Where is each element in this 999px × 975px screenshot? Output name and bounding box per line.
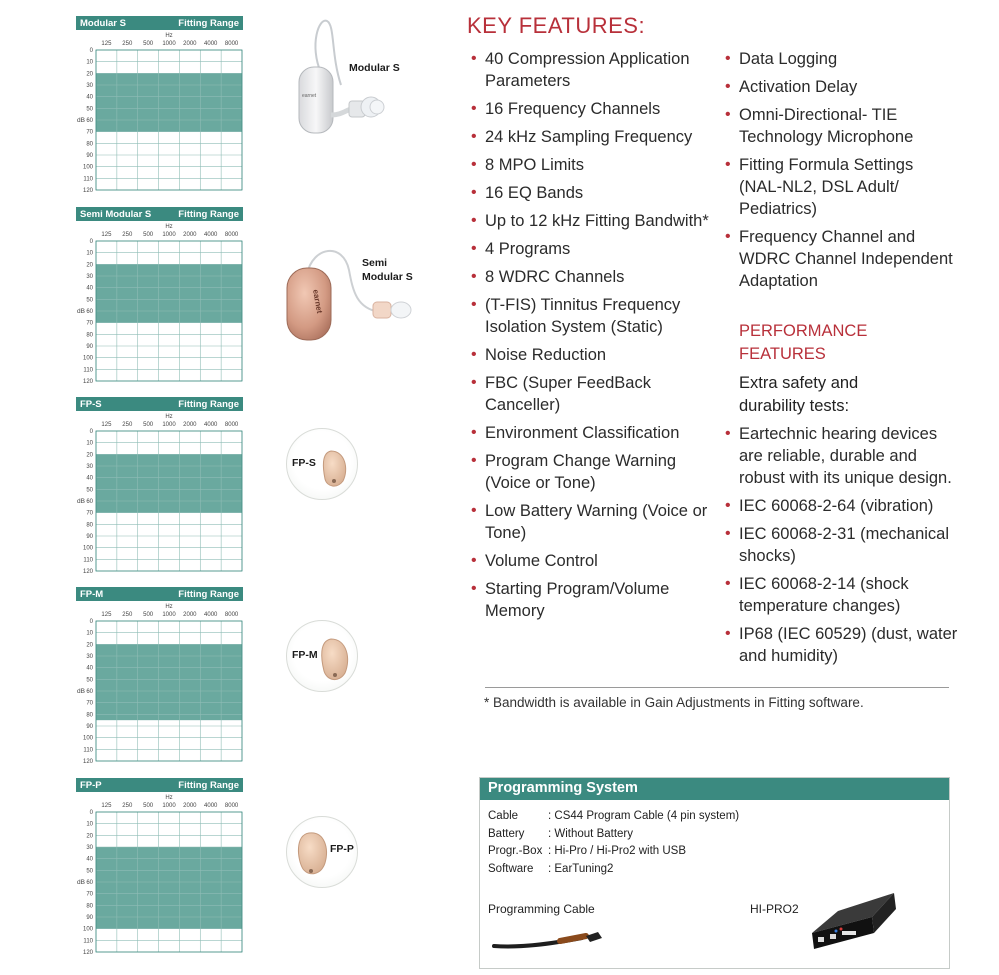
y-tick-label: 10 bbox=[86, 630, 93, 637]
feature-item: • Environment Classification bbox=[471, 422, 711, 444]
x-tick-label: 4000 bbox=[204, 41, 218, 47]
product-label-line1: Semi bbox=[362, 257, 388, 269]
x-tick-label: 8000 bbox=[224, 41, 239, 47]
feature-item: • 16 Frequency Channels bbox=[471, 98, 711, 120]
feature-item: • FBC (Super FeedBack Canceller) bbox=[471, 372, 711, 416]
x-tick-label: 500 bbox=[143, 803, 154, 809]
product-fp-s bbox=[286, 428, 358, 500]
chart-range-label: Fitting Range bbox=[178, 17, 239, 29]
spec-key: Cable bbox=[488, 810, 519, 822]
y-tick-label: 100 bbox=[82, 164, 93, 171]
x-tick-label: 250 bbox=[122, 422, 133, 428]
fitting-range-band bbox=[96, 454, 242, 512]
audiogram-plot bbox=[76, 221, 243, 383]
x-tick-label: 125 bbox=[101, 232, 112, 238]
y-tick-label: 70 bbox=[86, 510, 93, 517]
x-axis-unit: Hz bbox=[165, 795, 173, 801]
key-features-list-right bbox=[725, 48, 955, 298]
y-axis-unit: dB bbox=[77, 117, 85, 124]
performance-item: • Eartechnic hearing devices are reliable, durable and robust with its unique design. bbox=[725, 423, 960, 489]
feature-item: • 8 WDRC Channels bbox=[471, 266, 711, 288]
divider bbox=[485, 687, 949, 688]
y-tick-label: 80 bbox=[86, 903, 93, 910]
x-tick-label: 500 bbox=[143, 612, 154, 618]
chart-range-label: Fitting Range bbox=[178, 208, 239, 220]
y-tick-label: 70 bbox=[86, 320, 93, 327]
y-tick-label: 40 bbox=[86, 285, 93, 292]
x-tick-label: 1000 bbox=[162, 803, 176, 809]
audiogram-fp-m bbox=[76, 587, 243, 763]
y-tick-label: 10 bbox=[86, 440, 93, 447]
y-tick-label: 40 bbox=[86, 94, 93, 101]
feature-item: • 16 EQ Bands bbox=[471, 182, 711, 204]
chart-model: Semi Modular S bbox=[80, 208, 152, 220]
audiogram-plot bbox=[76, 411, 243, 573]
product-label: FP-S bbox=[292, 457, 316, 469]
y-tick-label: 120 bbox=[82, 950, 93, 954]
y-tick-label: 50 bbox=[86, 677, 93, 684]
x-tick-label: 250 bbox=[122, 232, 133, 238]
audiogram-modular-s bbox=[76, 16, 243, 192]
chart-model: FP-P bbox=[80, 779, 102, 791]
y-tick-label: 110 bbox=[83, 557, 93, 564]
performance-item: • IP68 (IEC 60529) (dust, water and humidity) bbox=[725, 623, 960, 667]
chart-model: FP-M bbox=[80, 588, 104, 600]
spec-value: : Without Battery bbox=[548, 827, 634, 840]
product-fp-p bbox=[286, 816, 358, 888]
hipro2-device-icon bbox=[808, 881, 898, 953]
x-tick-label: 250 bbox=[122, 41, 133, 47]
x-tick-label: 2000 bbox=[183, 232, 197, 238]
modular-s-hearing-aid-icon bbox=[285, 15, 425, 140]
spec-row bbox=[488, 826, 739, 844]
semi-modular-s-hearing-aid-icon bbox=[283, 240, 433, 350]
x-tick-label: 2000 bbox=[183, 422, 197, 428]
x-tick-label: 125 bbox=[101, 41, 112, 47]
x-tick-label: 250 bbox=[122, 612, 133, 618]
y-tick-label: 100 bbox=[82, 355, 93, 362]
product-label: Modular S bbox=[349, 62, 400, 74]
y-tick-label: 120 bbox=[82, 188, 93, 192]
y-tick-label: 50 bbox=[86, 487, 93, 494]
x-tick-label: 1000 bbox=[162, 422, 176, 428]
y-tick-label: 70 bbox=[86, 129, 93, 136]
x-tick-label: 2000 bbox=[183, 612, 197, 618]
product-semi-modular-s bbox=[283, 240, 433, 350]
y-tick-label: 60 bbox=[86, 499, 93, 505]
y-tick-label: 110 bbox=[83, 938, 93, 945]
y-tick-label: 110 bbox=[83, 747, 93, 754]
key-features-title: KEY FEATURES: bbox=[467, 13, 646, 38]
feature-item: • Omni-Directional- TIE Technology Microphone bbox=[725, 104, 955, 148]
y-tick-label: 110 bbox=[83, 176, 93, 183]
y-tick-label: 50 bbox=[86, 868, 93, 875]
y-tick-label: 90 bbox=[86, 344, 93, 350]
performance-subtitle bbox=[739, 372, 858, 418]
y-tick-label: 0 bbox=[89, 619, 93, 625]
y-tick-label: 60 bbox=[86, 880, 93, 886]
y-axis-unit: dB bbox=[77, 688, 85, 695]
fitting-range-band bbox=[96, 847, 242, 929]
performance-subtitle-line1: Extra safety and bbox=[739, 374, 859, 392]
feature-item: • Program Change Warning (Voice or Tone) bbox=[471, 450, 711, 494]
y-tick-label: 100 bbox=[82, 926, 93, 933]
x-tick-label: 1000 bbox=[162, 612, 176, 618]
y-tick-label: 70 bbox=[86, 700, 93, 707]
y-tick-label: 20 bbox=[86, 833, 93, 840]
spec-value: : CS44 Program Cable (4 pin system) bbox=[548, 810, 740, 822]
y-axis-unit: dB bbox=[77, 498, 85, 505]
x-tick-label: 125 bbox=[101, 422, 112, 428]
feature-item: • 40 Compression Application Parameters bbox=[471, 48, 711, 92]
feature-item: • Up to 12 kHz Fitting Bandwith* bbox=[471, 210, 711, 232]
feature-item: • Frequency Channel and WDRC Channel Independent Adaptation bbox=[725, 226, 955, 292]
y-tick-label: 10 bbox=[86, 250, 93, 257]
y-tick-label: 80 bbox=[86, 141, 93, 148]
spec-key: Battery bbox=[488, 827, 525, 840]
chart-header bbox=[76, 16, 243, 30]
product-label: FP-P bbox=[330, 843, 354, 855]
x-tick-label: 8000 bbox=[224, 612, 239, 618]
y-tick-label: 0 bbox=[89, 810, 93, 816]
x-tick-label: 8000 bbox=[224, 422, 239, 428]
programming-system-title: Programming System bbox=[480, 778, 949, 800]
feature-item: • 24 kHz Sampling Frequency bbox=[471, 126, 711, 148]
audiogram-fp-p bbox=[76, 778, 243, 954]
spec-row bbox=[488, 861, 739, 879]
y-tick-label: 0 bbox=[89, 48, 93, 54]
chart-header bbox=[76, 778, 243, 792]
feature-item: • Fitting Formula Settings (NAL-NL2, DSL Adult/ Pediatrics) bbox=[725, 154, 955, 220]
spec-value: : EarTuning2 bbox=[548, 862, 614, 875]
x-tick-label: 8000 bbox=[224, 803, 239, 809]
programming-cable-label: Programming Cable bbox=[488, 902, 595, 916]
svg-text:earnet: earnet bbox=[311, 288, 325, 314]
y-tick-label: 120 bbox=[82, 759, 93, 763]
audiogram-plot bbox=[76, 601, 243, 763]
y-tick-label: 60 bbox=[86, 118, 93, 124]
x-tick-label: 500 bbox=[143, 41, 154, 47]
performance-list bbox=[725, 423, 960, 673]
chart-range-label: Fitting Range bbox=[178, 779, 239, 791]
spec-key: Software bbox=[488, 862, 534, 875]
y-tick-label: 0 bbox=[89, 429, 93, 435]
x-tick-label: 4000 bbox=[204, 612, 218, 618]
chart-header bbox=[76, 397, 243, 411]
performance-title-line1: PERFORMANCE bbox=[739, 322, 868, 340]
x-tick-label: 1000 bbox=[162, 41, 176, 47]
y-tick-label: 10 bbox=[86, 821, 93, 828]
programming-system-panel bbox=[479, 777, 950, 969]
svg-text:earnet: earnet bbox=[302, 93, 317, 99]
spec-value: : Hi-Pro / Hi-Pro2 with USB bbox=[548, 845, 687, 857]
feature-item: • Starting Program/Volume Memory bbox=[471, 578, 711, 622]
y-tick-label: 40 bbox=[86, 665, 93, 672]
y-axis-unit: dB bbox=[77, 879, 85, 886]
feature-item: • Volume Control bbox=[471, 550, 711, 572]
product-modular-s bbox=[285, 15, 425, 140]
y-tick-label: 30 bbox=[86, 464, 93, 470]
y-tick-label: 90 bbox=[86, 153, 93, 159]
y-tick-label: 20 bbox=[86, 452, 93, 459]
performance-features-title bbox=[739, 320, 867, 366]
y-tick-label: 30 bbox=[86, 274, 93, 280]
fitting-range-band bbox=[96, 73, 242, 131]
y-tick-label: 90 bbox=[86, 534, 93, 540]
feature-item: • Activation Delay bbox=[725, 76, 955, 98]
chart-range-label: Fitting Range bbox=[178, 398, 239, 410]
x-tick-label: 4000 bbox=[204, 803, 218, 809]
x-tick-label: 4000 bbox=[204, 422, 218, 428]
hipro2-label: HI-PRO2 bbox=[750, 902, 799, 916]
feature-item: • Noise Reduction bbox=[471, 344, 711, 366]
y-tick-label: 30 bbox=[86, 83, 93, 89]
x-tick-label: 500 bbox=[143, 422, 154, 428]
y-tick-label: 90 bbox=[86, 724, 93, 730]
y-tick-label: 120 bbox=[82, 379, 93, 383]
y-tick-label: 90 bbox=[86, 915, 93, 921]
performance-item: • IEC 60068-2-14 (shock temperature changes) bbox=[725, 573, 960, 617]
performance-title-line2: FEATURES bbox=[739, 345, 826, 363]
y-tick-label: 30 bbox=[86, 845, 93, 851]
spec-row bbox=[488, 808, 739, 826]
chart-model: Modular S bbox=[80, 17, 126, 29]
x-axis-unit: Hz bbox=[165, 224, 173, 230]
audiogram-plot bbox=[76, 792, 243, 954]
y-tick-label: 40 bbox=[86, 856, 93, 863]
y-tick-label: 100 bbox=[82, 545, 93, 552]
y-tick-label: 110 bbox=[83, 367, 93, 374]
y-axis-unit: dB bbox=[77, 308, 85, 315]
y-tick-label: 50 bbox=[86, 106, 93, 113]
y-tick-label: 20 bbox=[86, 262, 93, 269]
fitting-range-band bbox=[96, 264, 242, 322]
x-axis-unit: Hz bbox=[165, 414, 173, 420]
feature-item: • 8 MPO Limits bbox=[471, 154, 711, 176]
product-label-line2: Modular S bbox=[362, 271, 413, 283]
x-tick-label: 1000 bbox=[162, 232, 176, 238]
y-tick-label: 20 bbox=[86, 642, 93, 649]
y-tick-label: 80 bbox=[86, 522, 93, 529]
chart-range-label: Fitting Range bbox=[178, 588, 239, 600]
y-tick-label: 40 bbox=[86, 475, 93, 482]
performance-item: • IEC 60068-2-64 (vibration) bbox=[725, 495, 960, 517]
product-label: FP-M bbox=[292, 649, 318, 661]
y-tick-label: 0 bbox=[89, 239, 93, 245]
spec-row bbox=[488, 843, 739, 861]
chart-header bbox=[76, 207, 243, 221]
key-features-list-left bbox=[471, 48, 711, 628]
x-tick-label: 125 bbox=[101, 803, 112, 809]
y-tick-label: 30 bbox=[86, 654, 93, 660]
performance-subtitle-line2: durability tests: bbox=[739, 397, 850, 415]
feature-item: • Data Logging bbox=[725, 48, 955, 70]
x-tick-label: 2000 bbox=[183, 41, 197, 47]
y-tick-label: 60 bbox=[86, 309, 93, 315]
feature-item: • 4 Programs bbox=[471, 238, 711, 260]
y-tick-label: 20 bbox=[86, 71, 93, 78]
y-tick-label: 80 bbox=[86, 332, 93, 339]
y-tick-label: 60 bbox=[86, 689, 93, 695]
performance-item: • IEC 60068-2-31 (mechanical shocks) bbox=[725, 523, 960, 567]
y-tick-label: 80 bbox=[86, 712, 93, 719]
audiogram-plot bbox=[76, 30, 243, 192]
audiogram-fp-s bbox=[76, 397, 243, 573]
x-tick-label: 4000 bbox=[204, 232, 218, 238]
x-tick-label: 125 bbox=[101, 612, 112, 618]
x-tick-label: 250 bbox=[122, 803, 133, 809]
y-tick-label: 70 bbox=[86, 891, 93, 898]
spec-key: Progr.-Box bbox=[488, 845, 543, 857]
programming-cable-icon bbox=[490, 924, 610, 954]
x-axis-unit: Hz bbox=[165, 33, 173, 39]
y-tick-label: 120 bbox=[82, 569, 93, 573]
feature-item: • (T-FIS) Tinnitus Frequency Isolation System (Static) bbox=[471, 294, 711, 338]
bandwidth-footnote: * Bandwidth is available in Gain Adjustments in Fitting software. bbox=[484, 695, 864, 710]
y-tick-label: 100 bbox=[82, 735, 93, 742]
x-tick-label: 2000 bbox=[183, 803, 197, 809]
feature-item: • Low Battery Warning (Voice or Tone) bbox=[471, 500, 711, 544]
chart-model: FP-S bbox=[80, 398, 102, 410]
x-tick-label: 500 bbox=[143, 232, 154, 238]
audiogram-semi-modular-s bbox=[76, 207, 243, 383]
programming-spec-table bbox=[488, 808, 739, 878]
x-axis-unit: Hz bbox=[165, 604, 173, 610]
y-tick-label: 50 bbox=[86, 297, 93, 304]
y-tick-label: 10 bbox=[86, 59, 93, 66]
x-tick-label: 8000 bbox=[224, 232, 239, 238]
chart-header bbox=[76, 587, 243, 601]
product-fp-m bbox=[286, 620, 358, 692]
